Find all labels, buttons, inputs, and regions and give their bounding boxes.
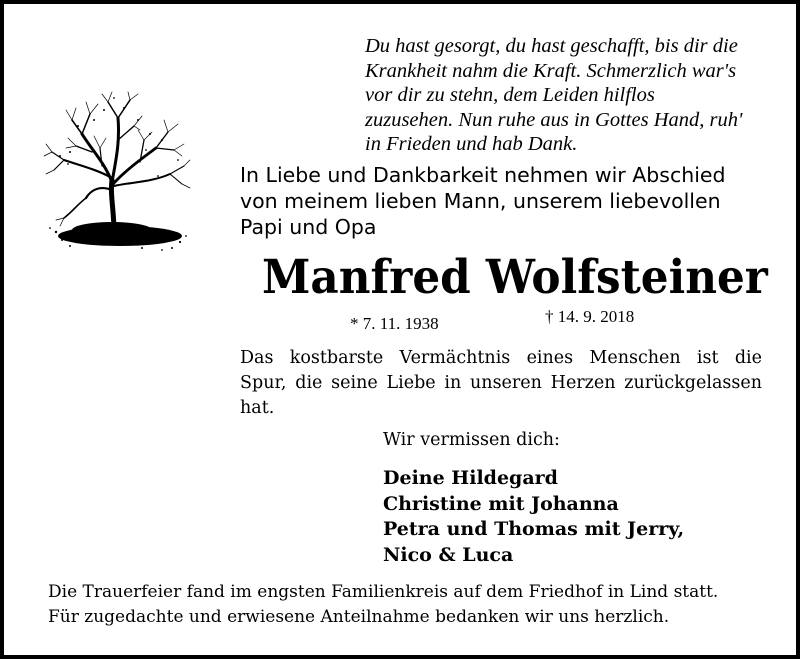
mourner-name: Deine Hildegard bbox=[383, 467, 558, 489]
legacy-paragraph bbox=[240, 346, 762, 421]
farewell-line: von meinem lieben Mann, unserem liebevollen bbox=[240, 189, 721, 213]
farewell-text bbox=[240, 162, 785, 240]
death-date: † 14. 9. 2018 bbox=[545, 307, 635, 326]
legacy-line: hat. bbox=[240, 398, 275, 418]
bare-tree-illustration bbox=[42, 90, 192, 254]
poem-line: vor dir zu stehn, dem Leiden hilflos bbox=[365, 84, 655, 106]
footer-line: Für zugedachte und erwiesene Anteilnahme bedanken wir uns herzlich. bbox=[48, 606, 670, 627]
poem-line: Krankheit nahm die Kraft. Schmerzlich war's bbox=[365, 59, 737, 82]
poem-line: Du hast gesorgt, du hast geschafft, bis dir die bbox=[365, 35, 738, 57]
mourner-name: Nico & Luca bbox=[383, 543, 514, 566]
deceased-name: Manfred Wolfsteiner bbox=[262, 250, 768, 305]
legacy-line: Das kostbarste Vermächtnis eines Menschen ist die bbox=[240, 348, 762, 368]
footer-line: Die Trauerfeier fand im engsten Familienkreis auf dem Friedhof in Lind statt. bbox=[48, 582, 719, 602]
miss-line: Wir vermissen dich: bbox=[383, 430, 560, 450]
mourner-name: Petra und Thomas mit Jerry, bbox=[383, 518, 685, 540]
legacy-line: Spur, die seine Liebe in unseren Herzen zurückgelassen bbox=[240, 373, 762, 393]
farewell-line: In Liebe und Dankbarkeit nehmen wir Abschied bbox=[240, 163, 726, 187]
poem-verse bbox=[365, 34, 785, 157]
mourners-list bbox=[383, 466, 684, 568]
poem-line: in Frieden und hab Dank. bbox=[365, 133, 578, 155]
mourner-name: Christine mit Johanna bbox=[383, 492, 619, 515]
poem-line: zuzusehen. Nun ruhe aus in Gottes Hand, ruh' bbox=[365, 108, 743, 131]
farewell-line: Papi und Opa bbox=[240, 215, 377, 239]
birth-date: * 7. 11. 1938 bbox=[350, 314, 439, 333]
funeral-notice bbox=[48, 580, 788, 629]
